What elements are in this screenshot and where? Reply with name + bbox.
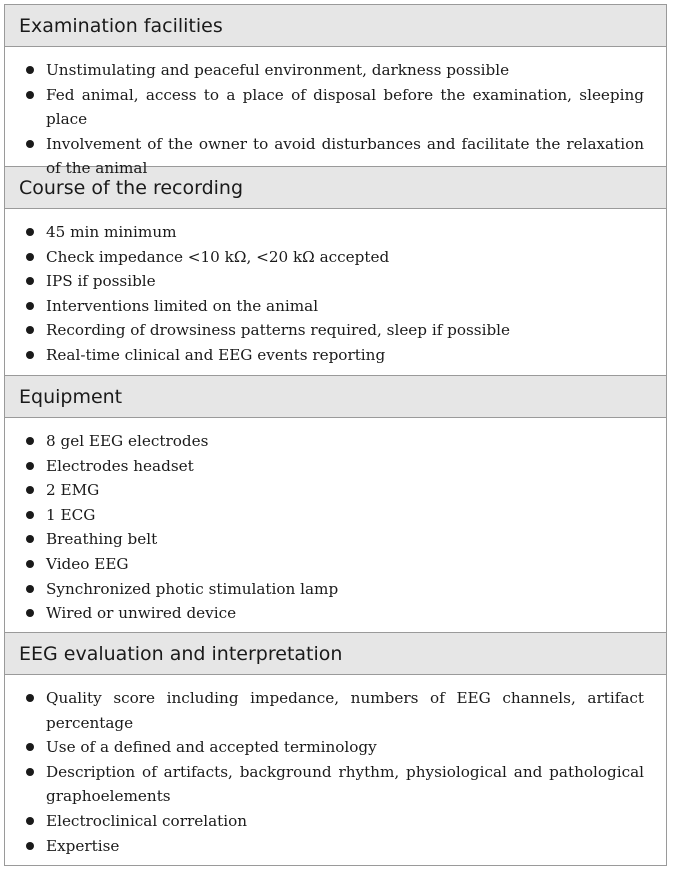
list-item [24, 686, 644, 735]
list-item [24, 577, 644, 602]
list-item-text: Electrodes headset [46, 456, 194, 475]
list-item-text: Description of artifacts, background rhythm, physiological and pathological graphoelements [46, 762, 644, 806]
bullet-list [24, 686, 644, 858]
list-item [24, 343, 644, 368]
list-item [24, 834, 644, 859]
bullet-icon [26, 768, 34, 776]
list-item [24, 735, 644, 760]
list-item [24, 552, 644, 577]
section-body [5, 209, 666, 375]
list-item-text: Expertise [46, 836, 120, 855]
bullet-icon [26, 437, 34, 445]
section-title: Examination facilities [19, 14, 223, 37]
section-title: Course of the recording [19, 176, 244, 199]
bullet-icon [26, 743, 34, 751]
list-item [24, 220, 644, 245]
bullet-icon [26, 486, 34, 494]
list-item-text: Electroclinical correlation [46, 811, 248, 830]
list-item [24, 58, 644, 83]
list-item [24, 294, 644, 319]
section-header [5, 632, 666, 675]
bullet-icon [26, 302, 34, 310]
bullet-icon [26, 842, 34, 850]
section-header [5, 375, 666, 418]
bullet-icon [26, 511, 34, 519]
list-item-text: Check impedance <10 kΩ, <20 kΩ accepted [46, 247, 390, 266]
bullet-icon [26, 694, 34, 702]
bullet-icon [26, 277, 34, 285]
bullet-icon [26, 585, 34, 593]
list-item-text: Real-time clinical and EEG events reporting [46, 345, 386, 364]
bullet-icon [26, 140, 34, 148]
list-item-text: Unstimulating and peaceful environment, darkness possible [46, 61, 510, 79]
bullet-icon [26, 560, 34, 568]
list-item-text: Use of a defined and accepted terminology [46, 738, 377, 757]
list-item-text: Synchronized photic stimulation lamp [46, 579, 339, 598]
bullet-icon [26, 66, 34, 74]
bullet-icon [26, 817, 34, 825]
list-item-text: 45 min minimum [46, 223, 177, 241]
list-item [24, 269, 644, 294]
bullet-icon [26, 326, 34, 334]
list-item-text: Recording of drowsiness patterns required, sleep if possible [46, 321, 511, 340]
list-item-text: IPS if possible [46, 272, 156, 291]
list-item-text: Video EEG [46, 554, 129, 573]
list-item [24, 478, 644, 503]
section-title: Equipment [19, 385, 123, 408]
section-examination-facilities [5, 5, 666, 178]
bullet-icon [26, 253, 34, 261]
section-body [5, 418, 666, 632]
section-body [5, 47, 666, 178]
section-eeg-evaluation [5, 632, 666, 865]
bullet-icon [26, 462, 34, 470]
list-item-text: Interventions limited on the animal [46, 296, 319, 315]
list-item [24, 83, 644, 132]
list-item-text: Quality score including impedance, numbers of EEG channels, artifact percentage [46, 689, 644, 732]
list-item-text: 2 EMG [46, 481, 100, 500]
section-body [5, 675, 666, 865]
list-item [24, 318, 644, 343]
bullet-list [24, 429, 644, 626]
bullet-list [24, 58, 644, 181]
section-course-of-recording [5, 166, 666, 375]
section-equipment [5, 375, 666, 632]
section-header [5, 5, 666, 47]
list-item-text: Fed animal, access to a place of disposal before the examination, sleeping place [46, 85, 644, 129]
bullet-icon [26, 535, 34, 543]
bullet-icon [26, 91, 34, 99]
list-item-text: Wired or unwired device [46, 604, 237, 623]
list-item [24, 132, 644, 181]
list-item [24, 527, 644, 552]
bullet-list [24, 220, 644, 368]
list-item [24, 809, 644, 834]
list-item-text: 8 gel EEG electrodes [46, 432, 209, 450]
list-item [24, 429, 644, 454]
list-item-text: Breathing belt [46, 530, 158, 549]
list-item [24, 503, 644, 528]
protocol-table [4, 4, 667, 866]
list-item-text: 1 ECG [46, 505, 96, 524]
list-item [24, 760, 644, 809]
section-title: EEG evaluation and interpretation [19, 642, 343, 665]
bullet-icon [26, 351, 34, 359]
list-item [24, 454, 644, 479]
bullet-icon [26, 609, 34, 617]
list-item-text: Involvement of the owner to avoid disturbances and facilitate the relaxation of the animal [46, 134, 644, 178]
bullet-icon [26, 228, 34, 236]
list-item [24, 245, 644, 270]
list-item [24, 601, 644, 626]
